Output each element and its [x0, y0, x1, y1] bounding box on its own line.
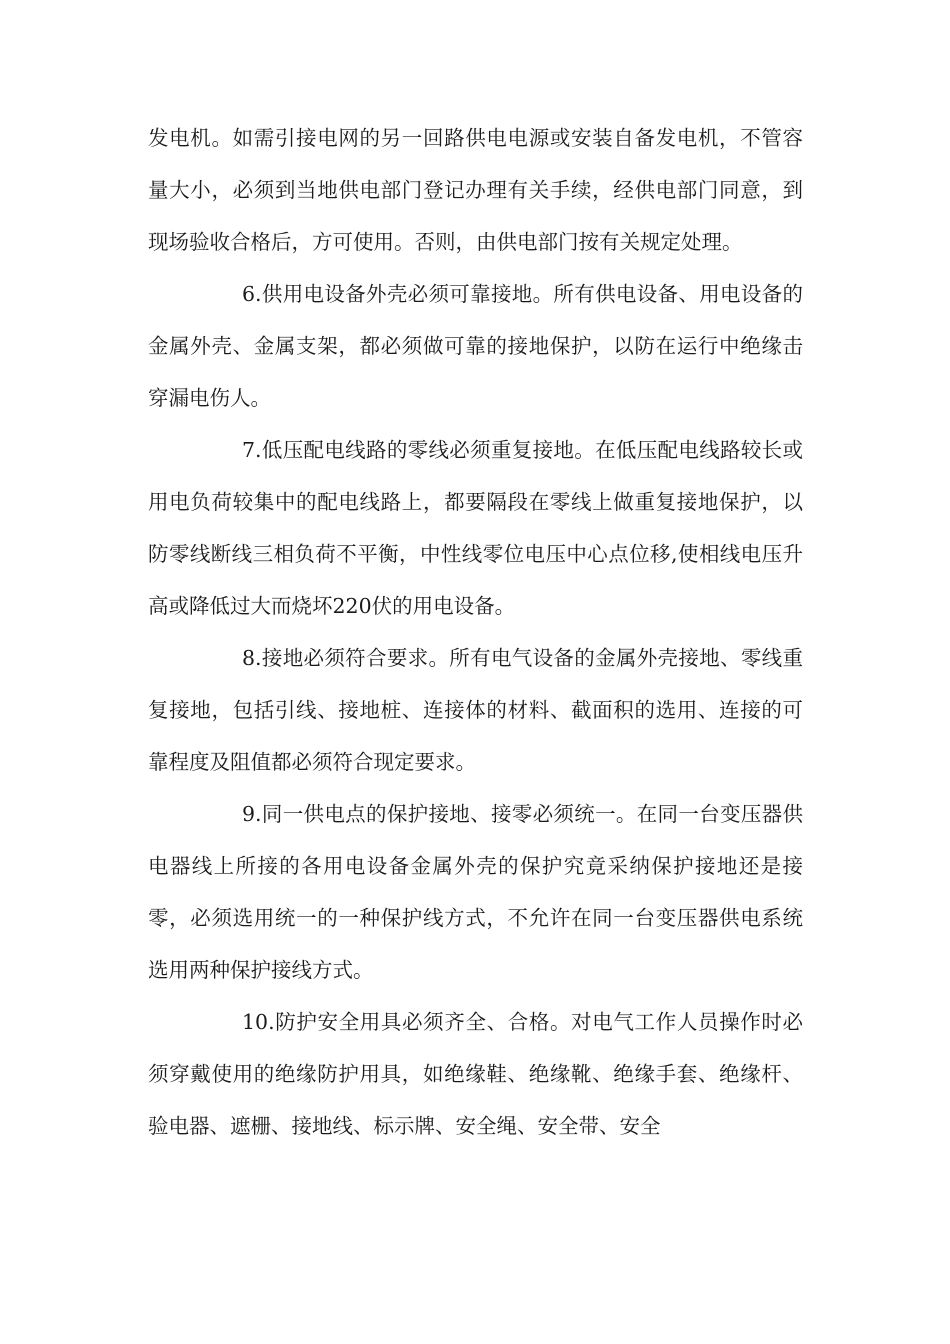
paragraph-item-9: 9.同一供电点的保护接地、接零必须统一。在同一台变压器供电器线上所接的各用电设备金属外壳的保护究竟采纳保护接地还是接零，必须选用统一的一种保护线方式，不允许在同一台变压器供电系统选用两种保护接线方式。 — [148, 802, 803, 982]
paragraph-item-8: 8.接地必须符合要求。所有电气设备的金属外壳接地、零线重复接地，包括引线、接地桩、连接体的材料、截面积的选用、连接的可靠程度及阻值都必须符合现定要求。 — [148, 646, 803, 774]
paragraph-item-7: 7.低压配电线路的零线必须重复接地。在低压配电线路较长或用电负荷较集中的配电线路上，都要隔段在零线上做重复接地保护，以防零线断线三相负荷不平衡，中性线零位电压中心点位移,使相线电压升高或降低过大而烧坏220伏的用电设备。 — [148, 438, 803, 618]
paragraph-continuation: 发电机。如需引接电网的另一回路供电电源或安装自备发电机，不管容量大小，必须到当地供电部门登记办理有关手续，经供电部门同意，到现场验收合格后，方可使用。否则，由供电部门按有关规定处理。 — [148, 126, 803, 254]
paragraph-item-10: 10.防护安全用具必须齐全、合格。对电气工作人员操作时必须穿戴使用的绝缘防护用具，如绝缘鞋、绝缘靴、绝缘手套、绝缘杆、验电器、遮栅、接地线、标示牌、安全绳、安全带、安全 — [148, 1010, 803, 1138]
paragraph-item-6: 6.供用电设备外壳必须可靠接地。所有供电设备、用电设备的金属外壳、金属支架，都必须做可靠的接地保护，以防在运行中绝缘击穿漏电伤人。 — [148, 282, 803, 410]
document-body — [148, 112, 803, 1152]
